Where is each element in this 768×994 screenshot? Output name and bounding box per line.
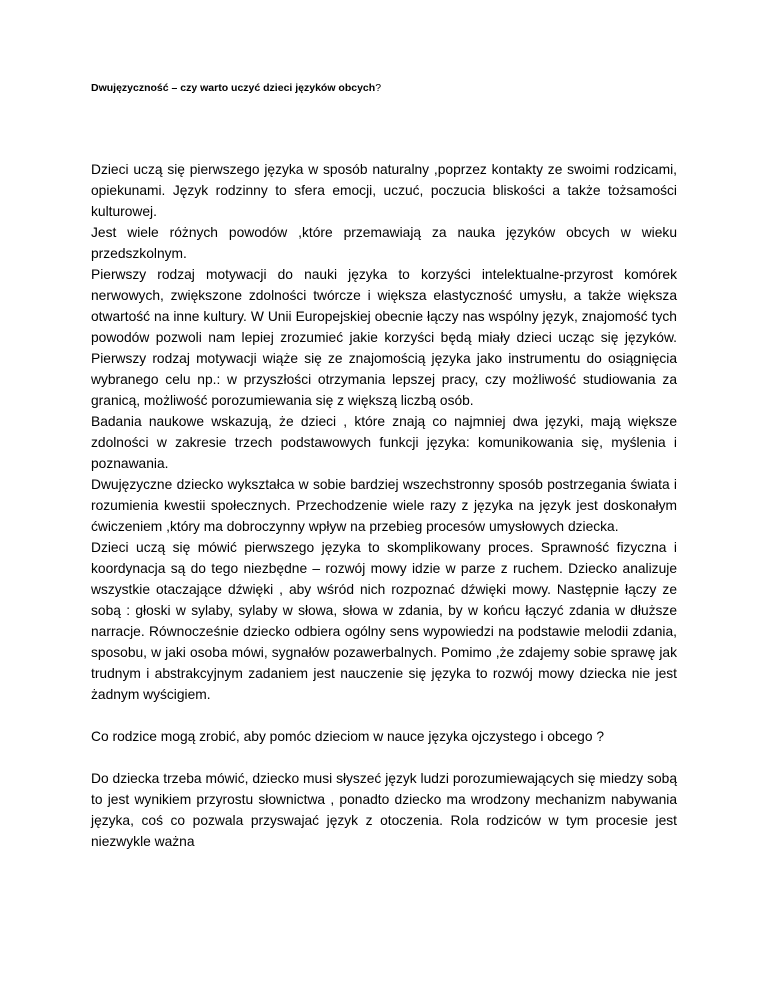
paragraph-spacer	[91, 705, 677, 726]
paragraph: Do dziecka trzeba mówić, dziecko musi słyszeć język ludzi porozumiewających się miedzy sobą to jest wynikiem przyrostu słownictwa , ponadto dziecko ma wrodzony mechanizm nabywania języka, coś co pozwala przyswajać język z otoczenia. Rola rodziców w tym procesie jest niezwykle ważna	[91, 771, 677, 849]
paragraph: Dzieci uczą się mówić pierwszego języka to skomplikowany proces. Sprawność fizyczna i koordynacja są do tego niezbędne – rozwój mowy idzie w parze z ruchem. Dziecko analizuje wszystkie otaczające dźwięki , aby wśród nich rozpoznać dźwięki mowy. Następnie łączy ze sobą : głoski w sylaby, sylaby w słowa, słowa w zdania, by w końcu łączyć zdania w dłuższe narracje. Równocześnie dziecko odbiera ogólny sens wypowiedzi na podstawie melodii zdania, sposobu, w jaki osoba mówi, sygnałów pozawerbalnych. Pomimo ,że zdajemy sobie sprawę jak trudnym i abstrakcyjnym zadaniem jest nauczenie się języka to rozwój mowy dziecka nie jest żadnym wyścigiem.	[91, 540, 677, 702]
paragraph-spacer	[91, 747, 677, 768]
paragraph: Dwujęzyczne dziecko wykształca w sobie bardziej wszechstronny sposób postrzegania świata i rozumienia kwestii społecznych. Przechodzenie wiele razy z języka na język jest doskonałym ćwiczeniem ,który ma dobroczynny wpływ na przebieg procesów umysłowych dziecka.	[91, 477, 677, 534]
document-title-question-mark: ?	[375, 82, 382, 94]
paragraph: Jest wiele różnych powodów ,które przemawiają za nauka języków obcych w wieku przedszkolnym.	[91, 225, 677, 261]
document-body	[91, 159, 677, 852]
paragraph: Pierwszy rodzaj motywacji do nauki języka to korzyści intelektualne-przyrost komórek nerwowych, zwiększone zdolności twórcze i większa elastyczność umysłu, a także większa otwartość na inne kultury. W Unii Europejskiej obecnie łączy nas wspólny język, znajomość tych powodów pozwoli nam lepiej zrozumieć jakie korzyści będą miały dzieci ucząc się języków. Pierwszy rodzaj motywacji wiąże się ze znajomością języka jako instrumentu do osiągnięcia wybranego celu np.: w przyszłości otrzymania lepszej pracy, czy możliwość studiowania za granicą, możliwość porozumiewania się z większą liczbą osób.	[91, 267, 677, 408]
document-title	[91, 81, 381, 95]
question-paragraph: Co rodzice mogą zrobić, aby pomóc dzieciom w nauce języka ojczystego i obcego ?	[91, 729, 605, 744]
document-title-text: Dwujęzyczność – czy warto uczyć dzieci języków obcych	[91, 82, 376, 94]
paragraph: Badania naukowe wskazują, że dzieci , które znają co najmniej dwa języki, mają większe zdolności w zakresie trzech podstawowych funkcji języka: komunikowania się, myślenia i poznawania.	[91, 414, 677, 471]
paragraph: Dzieci uczą się pierwszego języka w sposób naturalny ,poprzez kontakty ze swoimi rodzicami, opiekunami. Język rodzinny to sfera emocji, uczuć, poczucia bliskości a także tożsamości kulturowej.	[91, 162, 677, 219]
